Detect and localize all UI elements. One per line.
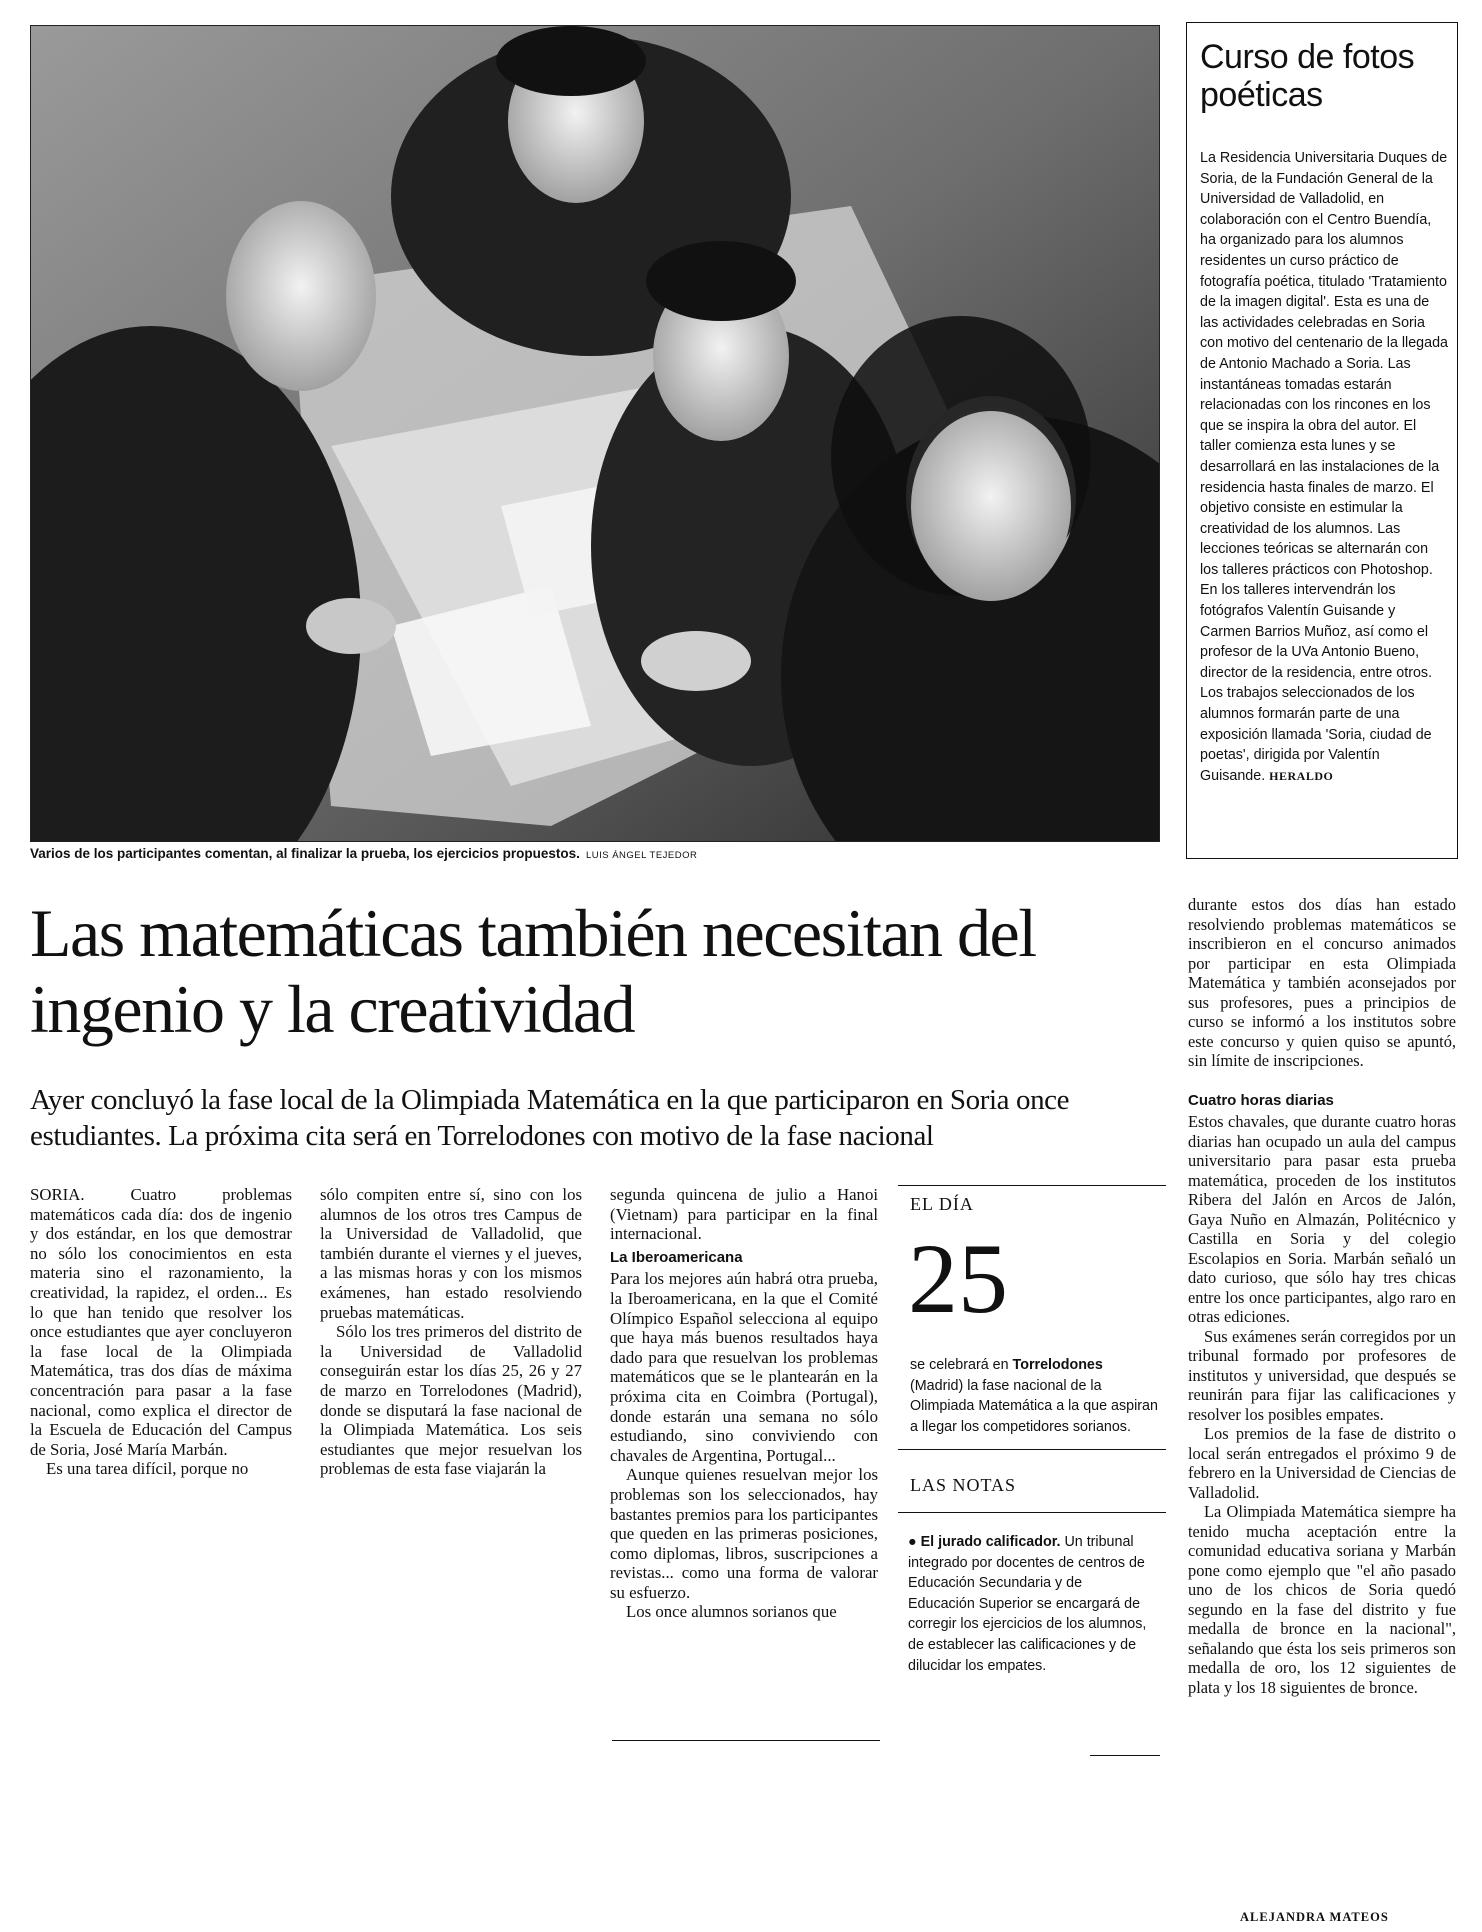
column-5-paragraph: durante estos dos días han estado resolviendo problemas matemáticos se inscribieron en el concurso animados por participar en esta Olimpiada Matemática y también aconsejados por sus profesores, pues a principios de curso se informó a los institutos sobre este concurso y quien quiso se apuntó, sin límite de inscripciones. — [1188, 895, 1456, 1070]
sidebar-body-text: La Residencia Universitaria Duques de Soria, de la Fundación General de la Universidad de Valladolid, en colaboración con el Centro Buendía, ha organizado para los alumnos residentes un curso práctico de fotografía poética, titulado 'Tratamiento de la imagen digital'. Esta es una de las actividades celebradas en Soria con motivo del centenario de la llegada de Antonio Machado a Soria. Las instantáneas tomadas estarán relacionadas con los rincones en los que se inspira la obra del autor. El taller comienza esta lunes y se desarrollará en las instalaciones de la residencia hasta finales de marzo. El objetivo consiste en estimular la creatividad de los alumnos. Las lecciones teóricas se alternarán con los talleres prácticos con Photoshop. En los talleres intervendrán los fotógrafos Valentín Guisande y Carmen Barrios Muñoz, así como el profesor de la UVa Antonio Bueno, director de la residencia, entre otros. Los trabajos seleccionados de los alumnos formarán parte de una exposición llamada 'Soria, ciudad de poetas', dirigida por Valentín Guisande. — [1200, 150, 1448, 784]
las-notas-item — [908, 1532, 1148, 1676]
column-3-paragraph: segunda quincena de julio a Hanoi (Vietnam) para participar en la final internacional. — [610, 1185, 878, 1244]
notas-item-text: Un tribunal integrado por docentes de centros de Educación Secundaria y de Educación Superior se encargará de corregir los ejercicios de los alumnos, de establecer las calificaciones y de dilucidar los empates. — [908, 1534, 1147, 1674]
sidebar-body — [1200, 148, 1448, 786]
article-photo — [30, 25, 1160, 842]
column-3-paragraph: Para los mejores aún habrá otra prueba, la Iberoamericana, en la que el Comité Olímpico Español selecciona al equipo que haya más buenos resultados haya dado para que resuelvan los problemas matemáticos que se le plantearán en la próxima cita en Coimbra (Portugal), donde estarán una semana no sólo estudiando, sino conviviendo con chavales de Argentina, Portugal... — [610, 1269, 878, 1465]
column-2-paragraph: sólo compiten entre sí, sino con los alumnos de los otros tres Campus de la Universidad de Valladolid, que también durante el viernes y el jueves, a las mismas horas y con los mismos exámenes, han estado resolviendo pruebas matemáticas. — [320, 1185, 582, 1322]
column-5-paragraph: Sus exámenes serán corregidos por un tribunal formado por profesores de institutos y universidad, que después se reunirán para fijar las calificaciones y resolver los posibles empates. — [1188, 1326, 1456, 1424]
el-dia-location: Torrelodones — [1012, 1357, 1103, 1373]
column-end-rule — [612, 1740, 880, 1741]
column-1-paragraph: SORIA. Cuatro problemas matemáticos cada día: dos de ingenio y dos estándar, en los que demostrar no sólo los conocimientos en esta materia sino el razonamiento, la creatividad, la rapidez, el orden... Es lo que han tenido que resolver los once estudiantes que ayer concluyeron la fase local de la Olimpiada Matemática, tras dos días de máxima concentración para pasar a la fase nacional, como explica el director de la Escuela de Educación del Campus de Soria, José María Marbán. — [30, 1185, 292, 1459]
column-1-paragraph: Es una tarea difícil, porque no — [46, 1459, 249, 1479]
section-subtitle: La Iberoamericana — [610, 1248, 743, 1266]
notas-end-rule — [1090, 1755, 1160, 1756]
column-3-paragraph: Los once alumnos sorianos que — [626, 1602, 837, 1622]
el-dia-text: se celebrará en Torrelodones (Madrid) la fase nacional de la Olimpiada Matemática a la que aspiran a llegar los competidores sorianos. — [910, 1357, 1158, 1435]
column-2-paragraph: Sólo los tres primeros del distrito de la Universidad de Valladolid conseguirán estar los días 25, 26 y 27 de marzo en Torrelodones (Madrid), donde se disputará la fase nacional de la Olimpiada Matemática. Los seis estudiantes que mejor resuelvan los problemas de esta fase viajarán la — [320, 1322, 582, 1479]
caption-text: Varios de los participantes comentan, al finalizar la prueba, los ejercicios propuestos. — [30, 846, 580, 861]
article-column-5 — [1188, 895, 1456, 1697]
author-byline: ALEJANDRA MATEOS — [1240, 1910, 1389, 1924]
dateline: SORIA. — [30, 1185, 85, 1204]
column-5-paragraph: La Olimpiada Matemática siempre ha tenido mucha aceptación entre la comunidad educativa soriana y Marbán pone como ejemplo que "el año pasado uno de los chicos de Soria quedó segundo en la fase del distrito y fue medalla de bronce en la nacional", señalando que ésta los seis primeros son medalla de oro, los 12 siguientes de plata y los 18 siguientes de bronce. — [1188, 1502, 1456, 1697]
column-5-paragraph: Estos chavales, que durante cuatro horas diarias han ocupado un aula del campus universitario para pasar esta prueba matemática, proceden de los institutos Ribera del Jalón en Arcos de Jalón, Gaya Nuño en Almazán, Politécnico y Castilla en Soria y del colegio Escolapios en Soria. Marbán señaló un dato curioso, que sólo hay tres chicas entre los once participantes, algo raro en otras ediciones. — [1188, 1112, 1456, 1326]
column-3-paragraph: Aunque quienes resuelvan mejor los problemas son los seleccionados, hay bastantes premios para los participantes que queden en las primeras posiciones, como diplomas, libros, suscripciones a revistas... como una forma de valorar su esfuerzo. — [610, 1465, 878, 1602]
column-5-paragraph: Los premios de la fase de distrito o local serán entregados el próximo 9 de febrero en la Universidad de Ciencias de Valladolid. — [1188, 1424, 1456, 1502]
article-column-1 — [30, 1185, 292, 1479]
notas-rule — [898, 1512, 1166, 1513]
article-column-2 — [320, 1185, 582, 1479]
article-column-3 — [610, 1185, 878, 1622]
photo-caption — [30, 846, 1160, 861]
sidebar-signature: HERALDO — [1269, 768, 1334, 783]
subheadline: Ayer concluyó la fase local de la Olimpiada Matemática en la que participaron en Soria once estudiantes. La próxima cita será en Torrelodones con motivo de la fase nacional — [30, 1084, 1070, 1152]
notas-item-title: El jurado calificador. — [920, 1534, 1061, 1550]
section-subtitle: Cuatro horas diarias — [1188, 1091, 1334, 1109]
photo-credit: LUIS ÁNGEL TEJEDOR — [585, 850, 698, 861]
las-notas-label: LAS NOTAS — [910, 1475, 1017, 1495]
el-dia-label: EL DÍA — [910, 1194, 974, 1214]
el-dia-number: 25 — [908, 1223, 1008, 1334]
students-photo-illustration — [31, 26, 1159, 841]
el-dia-box — [898, 1185, 1166, 1450]
headline: Las matemáticas también necesitan del ingenio y la creatividad — [30, 895, 1036, 1047]
bullet-icon: ● — [908, 1534, 917, 1550]
sidebar-title: Curso de fotos poéticas — [1200, 38, 1415, 114]
